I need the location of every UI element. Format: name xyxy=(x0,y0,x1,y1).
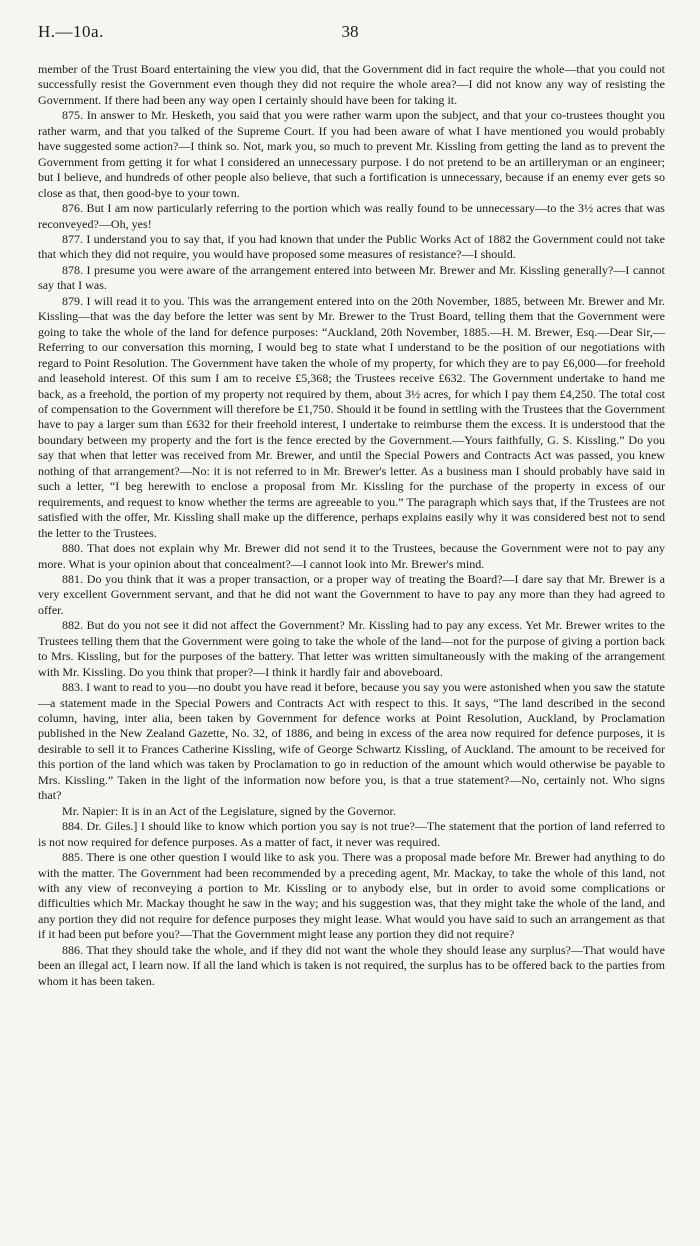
paragraph-napier: Mr. Napier: It is in an Act of the Legislature, signed by the Governor. xyxy=(62,803,396,818)
paragraph-883: 883. I want to read to you—no doubt you have read it before, because you say you were astonished when you saw the statute—a statement made in the Special Powers and Contracts Act with respect to this. It says, “The land described in the second column, having, inter alia, been taken by Government for defence works at Point Resolution, Auckland, by Proclamation published in the New Zealand Gazette, No. 32, of 1886, and being in excess of the area now required for defence purposes, it is desirable to sell it to Frances Catherine Kissling, wife of George Schwartz Kissling, of Auckland. The amount to be received for this portion of the land which was taken by Proclamation to go in reduction of the amount which would otherwise be payable to Mrs. Kissling.” Taken in the light of the information now before you, is that a true statement?—No, certainly not. Who signs that? xyxy=(38,680,665,803)
paragraph-886: 886. That they should take the whole, and if they did not want the whole they should lease any surplus?—That would have been an illegal act, I learn now. If all the land which is taken is not required, the surplus has to be offered back to the parties from whom it has been taken. xyxy=(38,942,665,988)
page-number: 38 xyxy=(341,22,359,41)
evidence-text xyxy=(38,62,665,989)
paragraph-884: 884. Dr. Giles.] I should like to know which portion you say is not true?—The statement that the portion of land referred to is not now required for defence purposes. As a matter of fact, it never was required. xyxy=(38,819,665,849)
paragraph-882: 882. But do you not see it did not affect the Government? Mr. Kissling had to pay any excess. Yet Mr. Brewer writes to the Trustees telling them that the Government were going to take the whole of the land—not for the purpose of giving a portion back to Mrs. Kissling, but for the purposes of the battery. That letter was written simultaneously with the making of the arrangement with Mr. Kissling. Do you think that proper?—I think it hardly fair and aboveboard. xyxy=(38,618,665,679)
paragraph-876: 876. But I am now particularly referring to the portion which was really found to be unnecessary—to the 3½ acres that was reconveyed?—Oh, yes! xyxy=(38,201,665,231)
paragraph-continuation: member of the Trust Board entertaining the view you did, that the Government did in fact require the whole—that you could not successfully resist the Government even though they did not require the whole area?—I did not know any way of resisting the Government. If there had been any way open I certainly should have been for taking it. xyxy=(38,62,665,107)
paragraph-875: 875. In answer to Mr. Hesketh, you said that you were rather warm upon the subject, and that your co-trustees thought you rather warm, and that you talked of the Supreme Court. If you had been aware of what I have mentioned you would probably have suggested some action?—I think so. Not, mark you, so much to prevent Mr. Kissling from getting the land as to prevent the Government from getting it for what I considered an unnecessary purpose. I do not pretend to be an artilleryman or an engineer; but I believe, and hundreds of other people also believe, that such a fortification is unnecessary, because if an enemy ever gets so close as that, then good-bye to your town. xyxy=(38,108,665,200)
paragraph-877: 877. I understand you to say that, if you had known that under the Public Works Act of 1882 the Government could not take that which they did not require, you would have proposed some measures of resistance?—I should. xyxy=(38,231,665,262)
document-reference: H.—10a. xyxy=(38,22,104,41)
paragraph-879: 879. I will read it to you. This was the arrangement entered into on the 20th November, 1885, between Mr. Brewer and Mr. Kissling—that was the day before the letter was sent by Mr. Brewer to the Trust Board, telling them that the Government were going to take the whole of the land for defence purposes: “Auckland, 20th November, 1885.—H. M. Brewer, Esq.—Dear Sir,—Referring to our conversation this morning, I would beg to state what I understand to be the position of our negotiations with regard to Point Resolution. The Government have taken the whole of my property, for which they are to pay £6,000—for freehold and leasehold interest. Of this sum I am to receive £5,368; the Trustees receive £632. The Government undertake to hand me back, as a freehold, the portion of my property not required by them, about 3½ acres, for which I pay them £4,250. The total cost of compensation to the Government will therefore be £1,750. Should it be found in settling with the Trustees that the Government have to pay a larger sum than £632 for their freehold interest, I undertake to reimburse them the excess. It is understood that the boundary between my property and the fort is the fence erected by the Government.—Yours faithfully, G. S. Kissling.” Do you say that when that letter was received from Mr. Brewer, and until the Special Powers and Contracts Act was passed, you knew nothing of that arrangement?—No: it is not referred to in Mr. Brewer's letter. As a business man I should probably have said in such a letter, “I beg herewith to enclose a proposal from Mr. Kissling for the purchase of the property in excess of our requirements, and request to know whether the terms are agreeable to you.” The paragraph which says that, if the Trustees are not satisfied with the offer, Mr. Kissling shall make up the difference, perhaps explains easily why it was considered best not to send the letter to the Trustees. xyxy=(38,293,665,540)
paragraph-880: 880. That does not explain why Mr. Brewer did not send it to the Trustees, because the Government were not to pay any more. What is your opinion about that concealment?—I cannot look into Mr. Brewer's mind. xyxy=(38,541,665,571)
page-header xyxy=(38,22,662,46)
paragraph-878: 878. I presume you were aware of the arrangement entered into between Mr. Brewer and Mr. Kissling generally?—I cannot say that I was. xyxy=(38,262,665,293)
paragraph-885: 885. There is one other question I would like to ask you. There was a proposal made before Mr. Brewer had anything to do with the matter. The Government had been recommended by a preceding agent, Mr. Mackay, to take the whole of this land, not with any view of reconveying a portion to Mr. Kissling or to anybody else, but in order to avoid some complications or difficulties which Mr. Mackay thought he saw in the way; and his suggestion was, that they might take the whole of the land, and any portion they did not require for defence purposes they might lease. What would you have said to such an arrangement as that if it had been put before you?—That the Government might lease any portion they did not require? xyxy=(38,850,665,942)
paragraph-881: 881. Do you think that it was a proper transaction, or a proper way of treating the Board?—I dare say that Mr. Brewer is a very excellent Government servant, and that he did not want the Government to have to pay any more than they had agreed to offer. xyxy=(38,571,665,617)
